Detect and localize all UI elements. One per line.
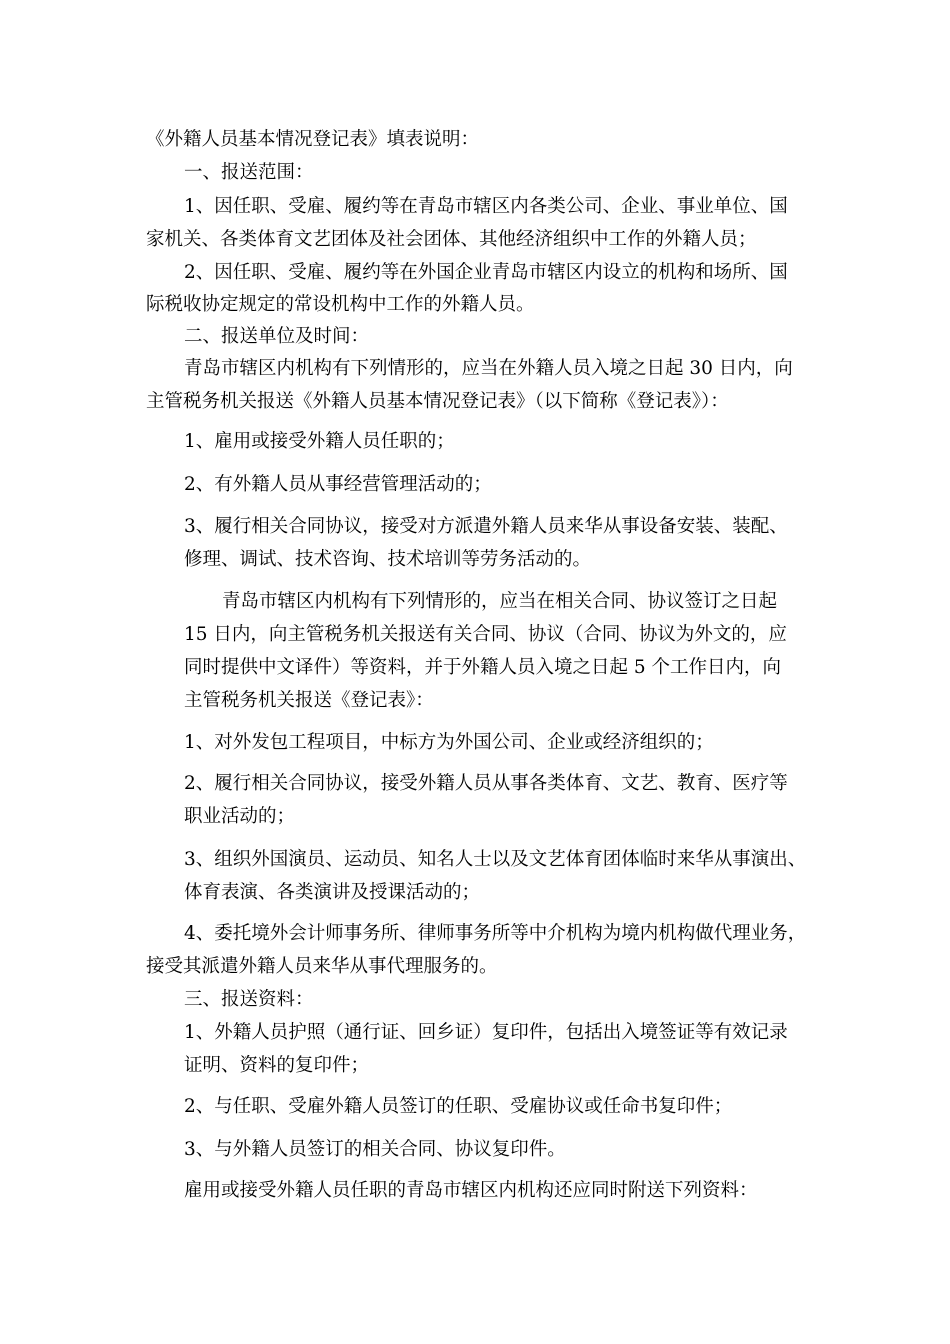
text-line: 体育表演、各类演讲及授课活动的； [184, 882, 481, 903]
text-line: 雇用或接受外籍人员任职的青岛市辖区内机构还应同时附送下列资料： [184, 1180, 758, 1201]
list-item: 2、与任职、受雇外籍人员签订的任职、受雇协议或任命书复印件； [184, 1096, 733, 1117]
list-item: 4、委托境外会计师事务所、律师事务所等中介机构为境内机构做代理业务， [184, 923, 807, 944]
text-line: 修理、调试、技术咨询、技术培训等劳务活动的。 [184, 549, 592, 570]
text-line: 1、因任职、受雇、履约等在青岛市辖区内各类公司、企业、事业单位、国 [184, 196, 788, 217]
text-line: 青岛市辖区内机构有下列情形的，应当在外籍人员入境之日起 30 日内，向 [184, 358, 793, 379]
list-item: 3、履行相关合同协议，接受对方派遣外籍人员来华从事设备安装、装配、 [184, 516, 788, 537]
text-line: 同时提供中文译件）等资料，并于外籍人员入境之日起 5 个工作日内，向 [184, 657, 782, 678]
list-item: 3、组织外国演员、运动员、知名人士以及文艺体育团体临时来华从事演出、 [184, 849, 807, 870]
section-heading-scope: 一、报送范围： [184, 162, 314, 183]
text-line: 家机关、各类体育文艺团体及社会团体、其他经济组织中工作的外籍人员； [146, 229, 757, 250]
list-item: 2、履行相关合同协议，接受外籍人员从事各类体育、文艺、教育、医疗等 [184, 773, 788, 794]
text-line: 际税收协定规定的常设机构中工作的外籍人员。 [146, 294, 535, 315]
list-item: 1、对外发包工程项目，中标方为外国公司、企业或经济组织的； [184, 732, 714, 753]
text-line: 青岛市辖区内机构有下列情形的，应当在相关合同、协议签订之日起 [222, 591, 778, 612]
section-heading-materials: 三、报送资料： [184, 989, 314, 1010]
text-line: 职业活动的； [184, 806, 296, 827]
text-line: 证明、资料的复印件； [184, 1055, 370, 1076]
text-line: 主管税务机关报送《登记表》： [184, 690, 434, 711]
list-item: 3、与外籍人员签订的相关合同、协议复印件。 [184, 1139, 566, 1160]
text-line: 15 日内，向主管税务机关报送有关合同、协议（合同、协议为外文的，应 [184, 624, 787, 645]
document-title: 《外籍人员基本情况登记表》填表说明： [146, 129, 480, 150]
text-line: 接受其派遣外籍人员来华从事代理服务的。 [146, 956, 498, 977]
text-line: 2、因任职、受雇、履约等在外国企业青岛市辖区内设立的机构和场所、国 [184, 262, 788, 283]
text-line: 主管税务机关报送《外籍人员基本情况登记表》（以下简称《登记表》）： [146, 391, 729, 412]
list-item: 1、外籍人员护照（通行证、回乡证）复印件，包括出入境签证等有效记录 [184, 1022, 788, 1043]
list-item: 2、有外籍人员从事经营管理活动的； [184, 474, 492, 495]
list-item: 1、雇用或接受外籍人员任职的； [184, 431, 455, 452]
section-heading-units-time: 二、报送单位及时间： [184, 326, 370, 347]
